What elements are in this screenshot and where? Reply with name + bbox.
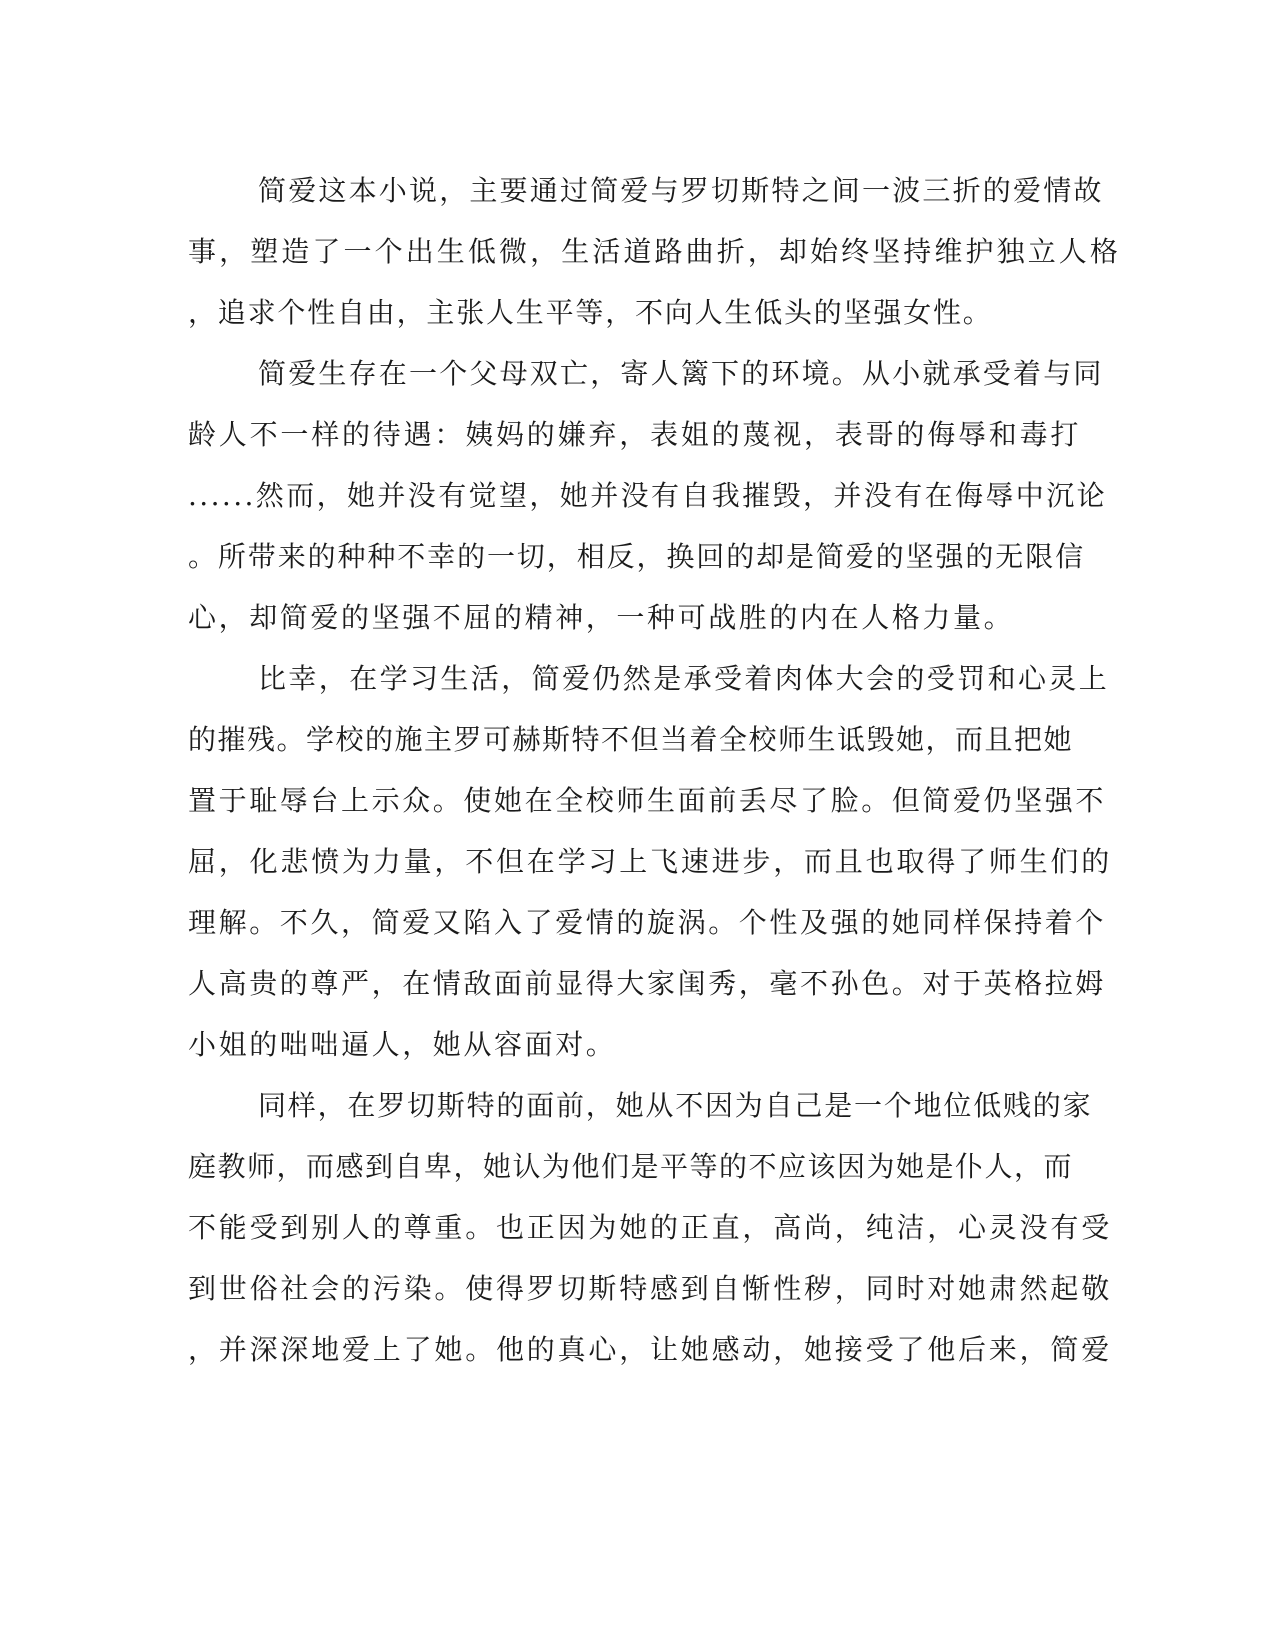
paragraph-1-line-3: ，追求个性自由，主张人生平等，不向人生低头的坚强女性。 <box>188 296 993 329</box>
paragraph-3-line-7: 小姐的咄咄逼人，她从容面对。 <box>188 1028 617 1061</box>
paragraph-4-line-4: 到世俗社会的污染。使得罗切斯特感到自惭性秽，同时对她肃然起敬 <box>188 1272 1113 1305</box>
body-text <box>188 160 1122 1380</box>
paragraph-3-line-3: 置于耻辱台上示众。使她在全校师生面前丢尽了脸。但简爱仍坚强不 <box>188 784 1107 817</box>
paragraph-4-line-5: ，并深深地爱上了她。他的真心，让她感动，她接受了他后来，简爱 <box>188 1333 1113 1366</box>
paragraph-1-line-2: 事，塑造了一个出生低微，生活道路曲折，却始终坚持维护独立人格 <box>188 235 1122 268</box>
paragraph-1-line-1: 简爱这本小说，主要通过简爱与罗切斯特之间一波三折的爱情故 <box>258 174 1104 207</box>
paragraph-3-line-2: 的摧残。学校的施主罗可赫斯特不但当着全校师生诋毁她，而且把她 <box>188 723 1074 756</box>
paragraph-2-line-1: 简爱生存在一个父母双亡，寄人篱下的环境。从小就承受着与同 <box>258 357 1104 390</box>
paragraph-3-line-1: 比幸，在学习生活，简爱仍然是承受着肉体大会的受罚和心灵上 <box>258 662 1110 695</box>
paragraph-2-line-5: 心，却简爱的坚强不屈的精神，一种可战胜的内在人格力量。 <box>188 601 1015 634</box>
paragraph-2-line-3: ......然而，她并没有觉望，她并没有自我摧毁，并没有在侮辱中沉论 <box>188 479 1108 512</box>
paragraph-3-line-5: 理解。不久，简爱又陷入了爱情的旋涡。个性及强的她同样保持着个 <box>188 906 1107 939</box>
paragraph-4-line-1: 同样，在罗切斯特的面前，她从不因为自己是一个地位低贱的家 <box>258 1089 1093 1122</box>
paragraph-3-line-4: 屈，化悲愤为力量，不但在学习上飞速进步，而且也取得了师生们的 <box>188 845 1113 878</box>
paragraph-4-line-3: 不能受到别人的尊重。也正因为她的正直，高尚，纯洁，心灵没有受 <box>188 1211 1113 1244</box>
paragraph-4-line-2: 庭教师，而感到自卑，她认为他们是平等的不应该因为她是仆人，而 <box>188 1150 1074 1183</box>
paragraph-2-line-2: 龄人不一样的待遇：姨妈的嫌弃，表姐的蔑视，表哥的侮辱和毒打 <box>188 418 1082 451</box>
paragraph-3-line-6: 人高贵的尊严，在情敌面前显得大家闺秀，毫不孙色。对于英格拉姆 <box>188 967 1107 1000</box>
paragraph-2-line-4: 。所带来的种种不幸的一切，相反，换回的却是简爱的坚强的无限信 <box>188 540 1086 573</box>
